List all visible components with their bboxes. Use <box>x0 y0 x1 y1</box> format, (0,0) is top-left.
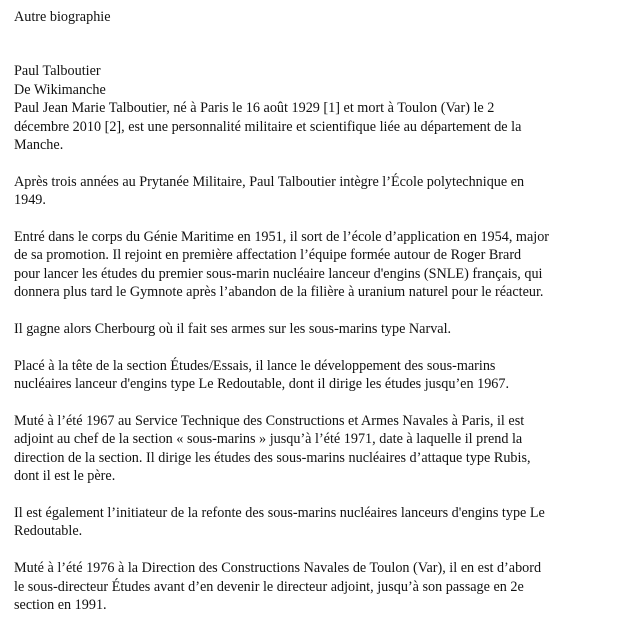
article-header <box>14 62 614 99</box>
paragraph-line: Placé à la tête de la section Études/Essais, il lance le développement des sous-marins <box>14 357 496 374</box>
paragraph-line: décembre 2010 [2], est une personnalité militaire et scientifique liée au département de la <box>14 118 522 135</box>
paragraph-line: Redoutable. <box>14 523 83 540</box>
body-paragraph <box>14 173 614 210</box>
paragraph-line: le sous-directeur Études avant d’en devenir le directeur adjoint, jusqu’à son passage en 2e <box>14 578 524 595</box>
paragraph-line: 1949. <box>14 192 46 209</box>
paragraph-line: donnera plus tard le Gymnote après l’abandon de la filière à uranium naturel pour le réacteur. <box>14 284 544 301</box>
paragraph-line: pour lancer les études du premier sous-marin nucléaire lanceur d'engins (SNLE) français, qui <box>14 265 543 282</box>
paragraph-line: de sa promotion. Il rejoint en première affectation l’équipe formée autour de Roger Brard <box>14 247 522 264</box>
body-paragraph <box>14 228 614 302</box>
body-paragraph <box>14 559 614 614</box>
paragraph-line: section en 1991. <box>14 597 107 614</box>
paragraph-line: Il est également l’initiateur de la refonte des sous-marins nucléaires lanceurs d'engins type Le <box>14 505 545 522</box>
body-paragraph <box>14 357 614 394</box>
paragraph-line: nucléaires lanceur d'engins type Le Redoutable, dont il dirige les études jusqu’en 1967. <box>14 376 510 393</box>
paragraph-line: adjoint au chef de la section « sous-marins » jusqu’à l’été 1971, date à laquelle il prend la <box>14 431 523 448</box>
paragraph-line: Entré dans le corps du Génie Maritime en 1951, il sort de l’école d’application en 1954, major <box>14 229 550 246</box>
article-body <box>14 99 614 614</box>
body-paragraph <box>14 320 614 338</box>
paragraph-line: Muté à l’été 1976 à la Direction des Constructions Navales de Toulon (Var), il en est d’abord <box>14 560 542 577</box>
document-page <box>14 8 614 633</box>
paragraph-line: Il gagne alors Cherbourg où il fait ses armes sur les sous-marins type Narval. <box>14 321 452 338</box>
article-title: Paul Talboutier <box>14 63 101 80</box>
body-paragraph <box>14 504 614 541</box>
article-source: De Wikimanche <box>14 81 106 98</box>
paragraph-line: Paul Jean Marie Talboutier, né à Paris le 16 août 1929 [1] et mort à Toulon (Var) le 2 <box>14 100 495 117</box>
document-heading: Autre biographie <box>14 9 111 25</box>
paragraph-line: direction de la section. Il dirige les études des sous-marins nucléaires d’attaque type Rubis, <box>14 449 531 466</box>
paragraph-line: Manche. <box>14 137 64 154</box>
paragraph-line: Muté à l’été 1967 au Service Technique des Constructions et Armes Navales à Paris, il est <box>14 413 525 430</box>
paragraph-line: Après trois années au Prytanée Militaire, Paul Talboutier intègre l’École polytechnique en <box>14 173 525 190</box>
body-paragraph <box>14 99 614 154</box>
body-paragraph <box>14 412 614 486</box>
paragraph-line: dont il est le père. <box>14 468 116 485</box>
